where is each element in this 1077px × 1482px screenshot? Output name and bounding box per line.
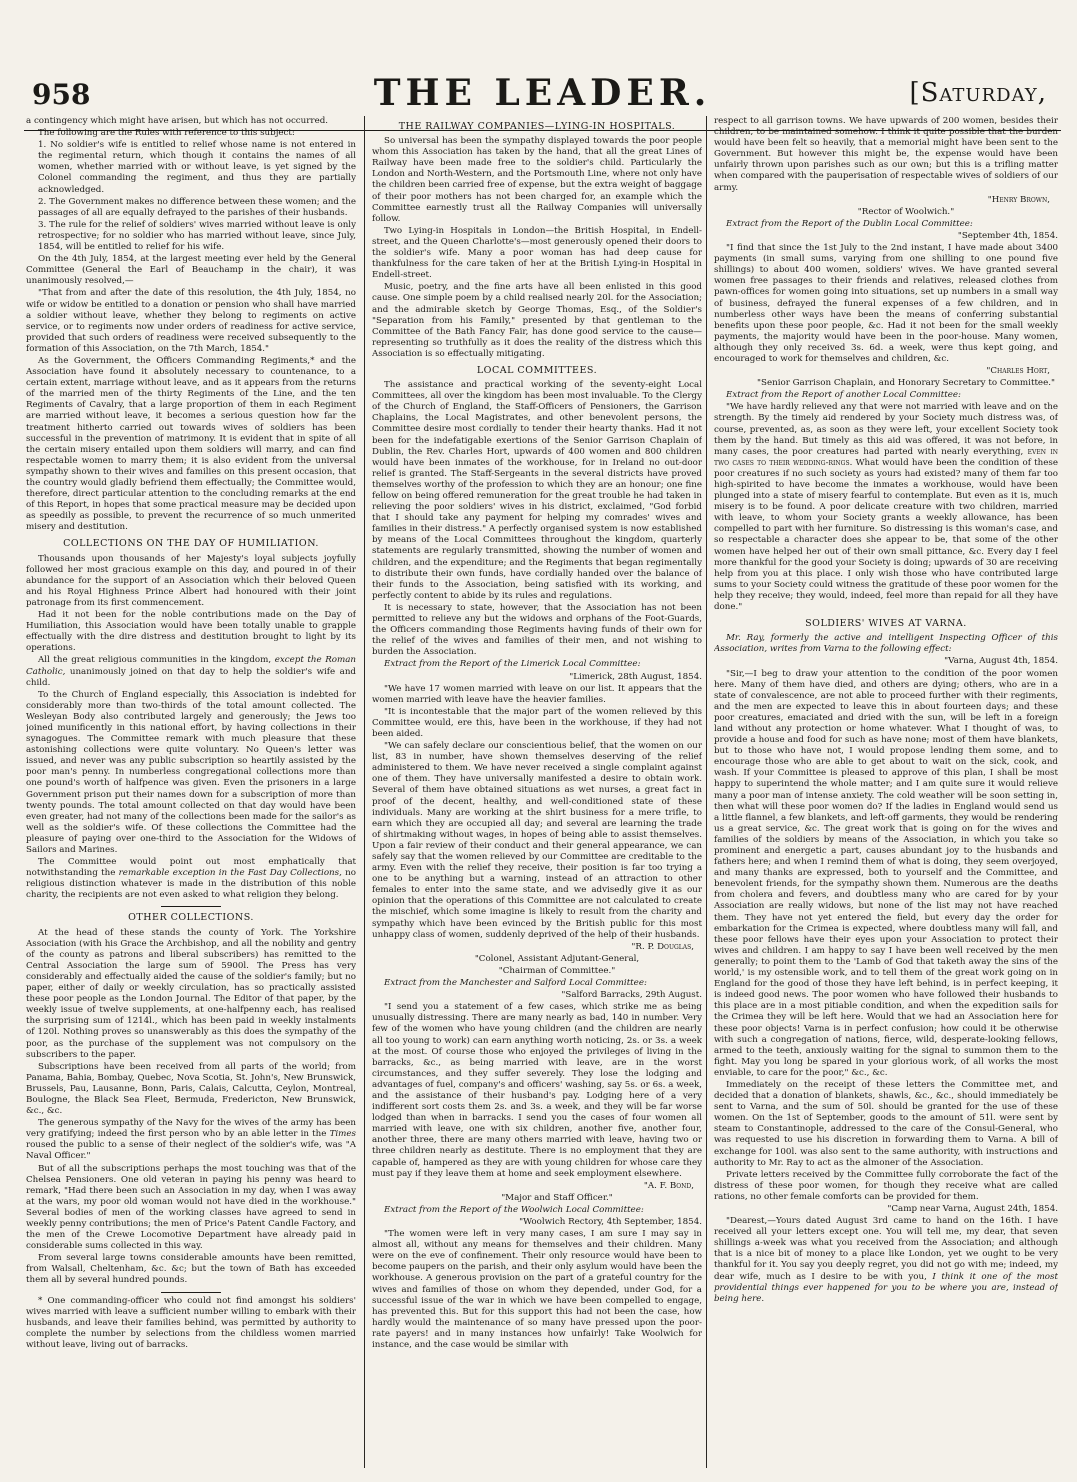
paragraph: Two Lying-in Hospitals in London—the British Hospital, in Endell-street, and the Queen Charlotte's—most generously opened their doors to the soldier's wife. Many a poor woman has had deep cause for thankfulness for the care taken of her at the British Lying-in Hospital in Endell-street. <box>372 225 702 281</box>
paragraph: The following are the Rules with reference to this subject: <box>38 128 295 139</box>
paragraph: Subscriptions have been received from all parts of the world; from Panama, Bahia, Bombay, Quebec, Nova Scotia, St. John's, New Brunswick, Brussels, Pau, Lausanne, Bonn, Paris, Calais, Calcutta, Ceylon, Montreal, Boulogne, the Black Sea Fleet, Bermuda, Fredericton, New Brunswick, &c., &c. <box>26 1061 356 1117</box>
letter-paragraph: "We have hardly relieved any that were not married with leave and on the strength. By the timely aid rendered by your Society much distress was, of course, prevented, as, as soon as they were left, your excellent Society took them by the hand. But timely as this aid was offered, it was not before, in many cases, the poor creatures had parted with nearly everything, even in two cases to their wedding-rings. What would have been the condition of these poor creatures if no such society as yours had existed? many of them far too high-spirited to have become the inmates a workhouse, would have been plunged into a state of misery fearful to contemplate. But even as it is, much misery is to be found. A poor delicate creature with two children, married with leave, to whom your Society grants a weekly allowance, has been compelled to part with her furniture. So distressing is this woman's case, and so respectable a character does she appear to be, that some of the other women have helped her out of their own small pittance, &c. Every day I feel more thankful for the good your Society is doing; upwards of 30 are receiving help from you at this place. I only wish those who have contributed large sums to your Society could witness the gratitude of these poor women for the help they receive; they would, indeed, feel more than repaid for all they have done." <box>714 402 1058 613</box>
letter-paragraph: "The women were left in very many cases, I am sure I may say in almost all, without any means for themselves and their children. Many were on the eve of confinement. Their only resource would have been to become paupers on the parish, and their only asylum would have been the workhouse. A generous provision on the part of a grateful country for the wives and families of those on whom they depended, under God, for a successful issue of the war in which we have been compelled to engage, has prevented this. But for this support this had not been the case, how hardly would the maintenance of so many have pressed upon the poor-rate payers! and in many instances how unfairly! Take Woolwich for instance, and the case would be similar with <box>372 1229 702 1351</box>
paragraph: So universal has been the sympathy displayed towards the poor people whom this Association has taken by the hand, that all the great Lines of Railway have been made free to the soldier's child. Particularly the London and North-Western, and the Portsmouth Line, where not only have the children been carried free of expense, but the extra weight of baggage of their poor mothers has not been charged for, an example which the Committee earnestly trust all the Railway Companies will universally follow. <box>372 136 702 224</box>
issue-day: [Saturday, <box>909 78 1047 108</box>
paragraph: But of all the subscriptions perhaps the most touching was that of the Chelsea Pensioners. One old veteran in paying his penny was heard to remark, "Had there been such an Association in my day, when I was away at the wars, my poor old woman would not have died in the workhouse." Several bodies of men of the working classes have agreed to send in weekly penny contributions; the men of Price's Patent Candle Factory, and the men of the Crewe Locomotive Department have already paid in considerable sums collected in this way. <box>26 1163 356 1252</box>
running-title: THE LEADER. <box>373 72 712 114</box>
paragraph: On the 4th July, 1854, at the largest meeting ever held by the General Committee (General the Earl of Beauchamp in the chair), it was unanimously resolved,— <box>26 254 356 287</box>
paragraph: Had it not been for the noble contributions made on the Day of Humiliation, this Association would have been totally unable to grapple effectually with the dire distress and destitution brought to light by its operations. <box>26 610 356 654</box>
letter-paragraph: "We have 17 women married with leave on our list. It appears that the women married with leave have the heavier families. <box>372 683 702 705</box>
paragraph: a contingency which might have arisen, but which has not occurred. <box>26 116 329 126</box>
divider <box>161 1292 221 1293</box>
signature-title: "Senior Garrison Chaplain, and Honorary Secretary to Committee." <box>757 378 1055 389</box>
column-rule-2 <box>706 116 707 1468</box>
signature: "Charles Hort, <box>986 366 1050 377</box>
rule-item: 3. The rule for the relief of soldiers' wives married without leave is only retrospective; for no soldier who has married without leave, since July, 1854, will be entitled to relief for his wife. <box>38 219 356 253</box>
paragraph: From several large towns considerable amounts have been remitted, from Walsall, Cheltenham, &c. &c; but the town of Bath has exceeded them all by several hundred pounds. <box>26 1253 356 1286</box>
rule-item: 2. The Government makes no difference between these women; and the passages of all are equally defrayed to the parishes of their husbands. <box>38 196 356 218</box>
section-heading: COLLECTIONS ON THE DAY OF HUMILIATION. <box>63 538 319 550</box>
section-heading: LOCAL COMMITTEES. <box>476 364 598 376</box>
paragraph: The generous sympathy of the Navy for the wives of the army has been very gratifying; indeed the first person who by an able letter in the Times roused the public to a sense of their neglect of the soldier's wife, was "A Naval Officer." <box>26 1118 356 1162</box>
dateline: "Camp near Varna, August 24th, 1854. <box>887 1204 1058 1214</box>
dateline: "Salford Barracks, 29th August. <box>561 990 702 1001</box>
signature-title: "Rector of Woolwich." <box>857 206 955 217</box>
section-heading: THE RAILWAY COMPANIES—LYING-IN HOSPITALS. <box>398 121 676 132</box>
paragraph: All the great religious communities in the kingdom, except the Roman Catholic, unanimously joined on that day to help the soldier's wife and child. <box>26 655 356 688</box>
letter-paragraph: respect to all garrison towns. We have upwards of 200 women, besides their children, to be maintained somehow. I think it quite possible that the burden would have been felt so heavily, that a memorial might have been sent to the Government. But however this might be, the expense would have been unfairly thrown upon parishes such as our own; but this is a trifling matter when compared with the pauperisation of respectable wives of soldiers of our army. <box>714 116 1058 193</box>
letter-paragraph: "I send you a statement of a few cases, which strike me as being unusually distressing. There are many nearly as bad, 140 in number. Very few of the women who have young children (and the children are nearly all too young to work) can earn anything worth noticing, 2s. or 3s. a week at the most. Of course those who enjoyed the privileges of living in the barracks, &c., as being married with leave, are in the worst circumstances, and they suffer severely. They lose the lodging and advantages of fuel, company's and officers' washing, say 5s. or 6s. a week, and the assistance of their husband's pay. Lodging here of a very indifferent sort costs them 2s. and 3s. a week, and they will be far worse lodged than when in barracks. I send you the cases of four women all married with leave, one with six children, another five, another four, another three, there are many others married with leave, having two or three children nearly as destitute. There is no employment that they are capable of, hampered as they are with young children for whose care they must pay if they leave them at home and seek employment elsewhere. <box>372 1002 702 1179</box>
letter-paragraph: "I find that since the 1st July to the 2nd instant, I have made about 3400 payments (in small sums, varying from one shilling to one pound five shillings) to about 400 women, soldiers' wives. We have granted several women free passages to their friends and relatives, released clothes from pawn-offices for women going into situations, set up numbers in a small way of business, defrayed the funeral expenses of a few children, and in numberless other ways have been the means of conferring substantial benefits upon these poor people, &c. Had it not been for the small weekly payments, the majority would have been in the poor-house. Many women, although they only received 3s. 6d. a week, were thus kept going, and encouraged to work for themselves and children, &c. <box>714 243 1058 364</box>
paragraph: It is necessary to state, however, that the Association has not been permitted to relieve any but the widows and orphans of the Foot-Guards, the Officers commanding those Regiments having funds of their own for the relief of the wives and families of their men, and not wishing to burden the Association. <box>372 602 702 658</box>
extract-heading: Extract from the Report of the Limerick Local Committee: <box>384 659 641 670</box>
dateline: "September 4th, 1854. <box>957 230 1058 241</box>
signature-title: "Chairman of Committee." <box>498 965 616 976</box>
column-1 <box>26 116 356 1472</box>
paragraph: Thousands upon thousands of her Majesty's loyal subjects joyfully followed her most gracious example on this day, and poured in of their abundance for the support of an Association which their beloved Queen and his Royal Highness Prince Albert had honoured with their joint patronage from its first commencement. <box>26 553 356 608</box>
signature: "Henry Brown, <box>987 194 1050 205</box>
column-rule-1 <box>364 116 365 1468</box>
signature-title: "Major and Staff Officer." <box>501 1192 613 1203</box>
extract-heading: Extract from the Report of the Woolwich Local Committee: <box>384 1204 644 1215</box>
quoted-resolution: "That from and after the date of this resolution, the 4th July, 1854, no wife or widow be entitled to a donation or pension who shall have married a soldier without leave, whether they belong to regiments on active service, or to regiments now under orders of readiness for active service, provided that such orders of readiness were received subsequently to the formation of this Association, on the 7th March, 1854." <box>26 288 356 354</box>
paragraph: The assistance and practical working of the seventy-eight Local Committees, all over the kingdom has been most invaluable. To the Clergy of the Church of England, the Staff-Officers of Pensioners, the Garrison Chaplains, the Local Magistrates, and other benevolent persons, the Committee desire most cordially to tender their hearty thanks. Had it not been for the indefatigable exertions of the Senior Garrison Chaplain of Dublin, the Rev. Charles Hort, upwards of 400 women and 800 children would have been inmates of the workhouse, for in Ireland no out-door relief is granted. The Staff-Sergeants in the several districts have proved themselves worthy of the profession to which they are an honour; one fine fellow on being offered remuneration for the great trouble he had taken in relieving the poor soldiers' wives in his district, exclaimed, "God forbid that I should take any payment for helping my comrades' wives and families in their distress." A perfectly organised system is now established by means of the Local Committees throughout the kingdom, quarterly statements are regularly transmitted, showing the number of women and children, and the expenditure; and the Regiments that began regimentally to distribute their own funds, have cordially handed over the balance of their funds to the Association, being satisfied with its working, and perfectly content to abide by its rules and regulations. <box>372 380 702 601</box>
paragraph: The Committee would point out most emphatically that notwithstanding the remarkable exception in the Fast Day Collections, no religious distinction whatever is made in the distribution of this noble charity, the recipients are not even asked to what religion they belong. <box>26 857 356 901</box>
masthead <box>24 28 1061 114</box>
section-heading: SOLDIERS' WIVES AT VARNA. <box>805 618 967 630</box>
signature: "R. P. Douglas, <box>631 941 694 952</box>
paragraph: As the Government, the Officers Commanding Regiments,* and the Association have found it absolutely necessary to countenance, to a certain extent, marriage without leave, and as it appears from the returns of the married men of the thirty Regiments of the Line, and the ten Regiments of Cavalry, that a large proportion of them in each Regiment are married without leave, it becomes a serious question how far the treatment hitherto carried out towards wives of soldiers has been successful in the prevention of matrimony. It is evident that in spite of all the certain misery entailed upon them soldiers will marry, and can find respectable women to marry them; it is also evident from the universal sympathy shown to their wives and families on this present occasion, that the country would gladly befriend them effectually; the Committee would, therefore, direct particular attention to the concluding remarks at the end of this Report, in hopes that some practical measure may be decided upon as speedily as possible, to prevent the recurrence of so much unmerited misery and destitution. <box>26 355 356 533</box>
extract-heading: Extract from the Manchester and Salford Local Committee: <box>384 978 647 989</box>
letter-paragraph: "Sir,—I beg to draw your attention to the condition of the poor women here. Many of them have died, and others are dying; others, who are in a state of convalescence, are not able to proceed further with their regiments, and the men are expected to leave this in about fourteen days; and these poor creatures, emaciated and dried with the sun, will be left in a foreign land without any protection or home whatever. What I thought of was, to provide a house and food for such as have none; most of them have blankets, but to those who have not, I would propose lending them some, and to encourage those who are able to get about to wait on the sick, cook, and wash. If your Committee is pleased to approve of this plan, I shall be most happy to superintend the whole matter; and I am quite sure it would relieve many a poor man of intense anxiety. The cold weather will be soon setting in, then what will these poor women do? If the ladies in England would send us a little flannel, a few blankets, and left-off garments, they would be rendering us a great service, &c. The great work that is going on for the wives and families of the soldiers by means of the Association, in which you take so prominent and energetic a part, causes abundant joy to the husbands and fathers here; and when I remind them of what is doing, they seem overjoyed, and many thanks are expressed, both to yourself and the Committee, and benevolent friends, for the sympathy shown them. Numerous are the deaths from cholera and fevers, and doubtless many who are cared for by your Association are really widows, but none of the list may not have reached them. They have not yet entered the field, but every day the order for embarkation for the Crimea is expected, where doubtless many will fall, and these poor fellows have their eyes upon your Association to protect their wives and children. I am happy to say I have been well received by the men generally; to point them to the 'Lamb of God that taketh away the sins of the world,' is my ostensible work, and to tell them of the great work going on in England for the good of those they have left behind, is in perfect keeping, it is indeed good news. The poor women who have followed their husbands to this place are in a most pitiable condition, and when the expedition sails for the Crimea they will be left here. Would that we had an Association here for these poor objects! Varna is in perfect confusion; how could it be otherwise with such a congregation of nations, fierce, wild, desperate-looking fellows, armed to the teeth, anxiously waiting for the signal to summon them to the fight. May you long be spared in your glorious work, of all works the most enviable, to care for the poor," &c., &c. <box>714 668 1058 1078</box>
extract-heading: Extract from the Report of another Local Committee: <box>726 390 961 401</box>
dateline: "Limerick, 28th August, 1854. <box>569 671 702 682</box>
letter-paragraph: "Dearest,—Yours dated August 3rd came to hand on the 16th. I have received all your letters except one. You will tell me, my dear, that seven shillings a-week was what you received from the Association; and although that is a nice bit of money to a place like London, yet we ought to be very thankful for it. You say you deeply regret, you did not go with me; indeed, my dear wife, much as I desire to be with you, I think it one of the most providential things ever happened for you to be where you are, instead of being here. <box>714 1216 1058 1304</box>
letter-paragraph: "We can safely declare our conscientious belief, that the women on our list, 83 in number, have shown themselves deserving of the relief administered to them. We have never received a single complaint against one of them. They have universally manifested a desire to obtain work. Several of them have obtained situations as wet nurses, a great fact in proof of the decent, healthy, and well-conditioned state of these individuals. Many are working at the shirt business for a mere trifle, to earn which they are occupied all day; and several are learning the trade of shirtmaking without wages, in hopes of being able to assist themselves. Upon a fair review of their conduct and their general appearance, we can safely say that the women relieved by our Committee are creditable to the army. Even with the relief they receive, their position is far too trying a one to be anything but a warning, instead of an attraction to other females to enter into the same state, and we advisedly give it as our opinion that the operations of this Committee are not calculated to create the mischief, which some imagine is likely to result from the charity and sympathy which have been evinced by the British public for this most unhappy class of women, suddenly deprived of the help of their husbands. <box>372 741 702 940</box>
divider <box>161 906 221 907</box>
paragraph: Private letters received by the Committee fully corroborate the fact of the distress of these poor women, for though they receive what are called rations, no other female comforts can be provided for them. <box>714 1169 1058 1202</box>
signature: "A. F. Bond, <box>643 1180 694 1191</box>
section-heading: OTHER COLLECTIONS. <box>128 912 254 924</box>
rule-item: 1. No soldier's wife is entitled to relief whose name is not entered in the regimental return, which though it contains the names of all women, whether married with or without leave, is yet signed by the Colonel commanding the regiment, and thus they are partially acknowledged. <box>38 140 356 195</box>
footnote: * One commanding-officer who could not find amongst his soldiers' wives married with leave a sufficient number willing to embark with their husbands, and leave their families behind, was permitted by authority to complete the number by selections from the childless women married without leave, living out of barracks. <box>26 1295 356 1350</box>
paragraph: At the head of these stands the county of York. The Yorkshire Association (with his Grace the Archbishop, and all the nobility and gentry of the county as patrons and liberal subscribers) has remitted to the Central Association the large sum of 5900l. The Press has very considerably and effectually aided the cause of the soldier's family; but no paper, either of daily or weekly circulation, has so practically assisted these poor people as the London Journal. The Editor of that paper, by the weekly issue of twelve supplements, at one-halfpenny each, has realised the surprising sum of 1214l., which has been paid in weekly instalments of 120l. Nothing proves so unanswerably as this does the sympathy of the poor, as the purchase of the supplement was not compulsory on the subscribers to the paper. <box>26 927 356 1060</box>
dateline: "Woolwich Rectory, 4th September, 1854. <box>519 1217 702 1227</box>
paragraph: Immediately on the receipt of these letters the Committee met, and decided that a donation of blankets, shawls, &c., &c., should immediately be sent to Varna, and the sum of 50l. should be granted for the use of these women. On the 1st of September, goods to the amount of 51l. were sent by steam to Constantinople, addressed to the care of the Consul-General, who was requested to use his discretion in forwarding them to Varna. A bill of exchange for 100l. was also sent to the same authority, with instructions and authority to Mr. Ray to act as the almoner of the Association. <box>714 1079 1058 1168</box>
dateline: "Varna, August 4th, 1854. <box>944 656 1058 667</box>
paragraph: To the Church of England especially, this Association is indebted for considerably more than two-thirds of the total amount collected. The Wesleyan Body also contributed largely and generously; the Jews too joined munificently in this national effort, by having collections in their synagogues. The Committee remark with much pleasure that these astonishing collections were quite voluntary. No Queen's letter was issued, and never was any public subscription so heartily assisted by the poor man's penny. In numberless congregational collections more than one pound's worth of halfpence was given. Even the prisoners in a large Government prison put their names down for a subscription of more than twenty pounds. The total amount collected on that day would have been even greater, had not many of the collections been made for the sailor's as well as the soldier's wife. Of these collections the Committee had the pleasure of paying over one-third to the Association for the Widows of Sailors and Marines. <box>26 689 356 855</box>
letter-paragraph: "It is incontestable that the major part of the women relieved by this Committee would, ere this, have been in the workhouse, if they had not been aided. <box>372 706 702 739</box>
paragraph: Music, poetry, and the fine arts have all been enlisted in this good cause. One simple poem by a child realised nearly 20l. for the Association; and the admirable sketch by George Thomas, Esq., of the Soldier's "Separation from his Family," presented by that gentleman to the Committee of the Bath Fancy Fair, has done good service to the cause—representing so truthfully as it does the reality of the distress which this Association is so effectually mitigating. <box>372 282 702 359</box>
extract-heading: Mr. Ray, formerly the active and intelligent Inspecting Officer of this Association, writes from Varna to the following effect: <box>714 633 1058 655</box>
column-3 <box>714 116 1058 1472</box>
column-2 <box>372 116 702 1472</box>
extract-heading: Extract from the Report of the Dublin Local Committee: <box>726 218 973 229</box>
signature-title: "Colonel, Assistant Adjutant-General, <box>474 953 640 964</box>
page-number: 958 <box>32 78 91 111</box>
